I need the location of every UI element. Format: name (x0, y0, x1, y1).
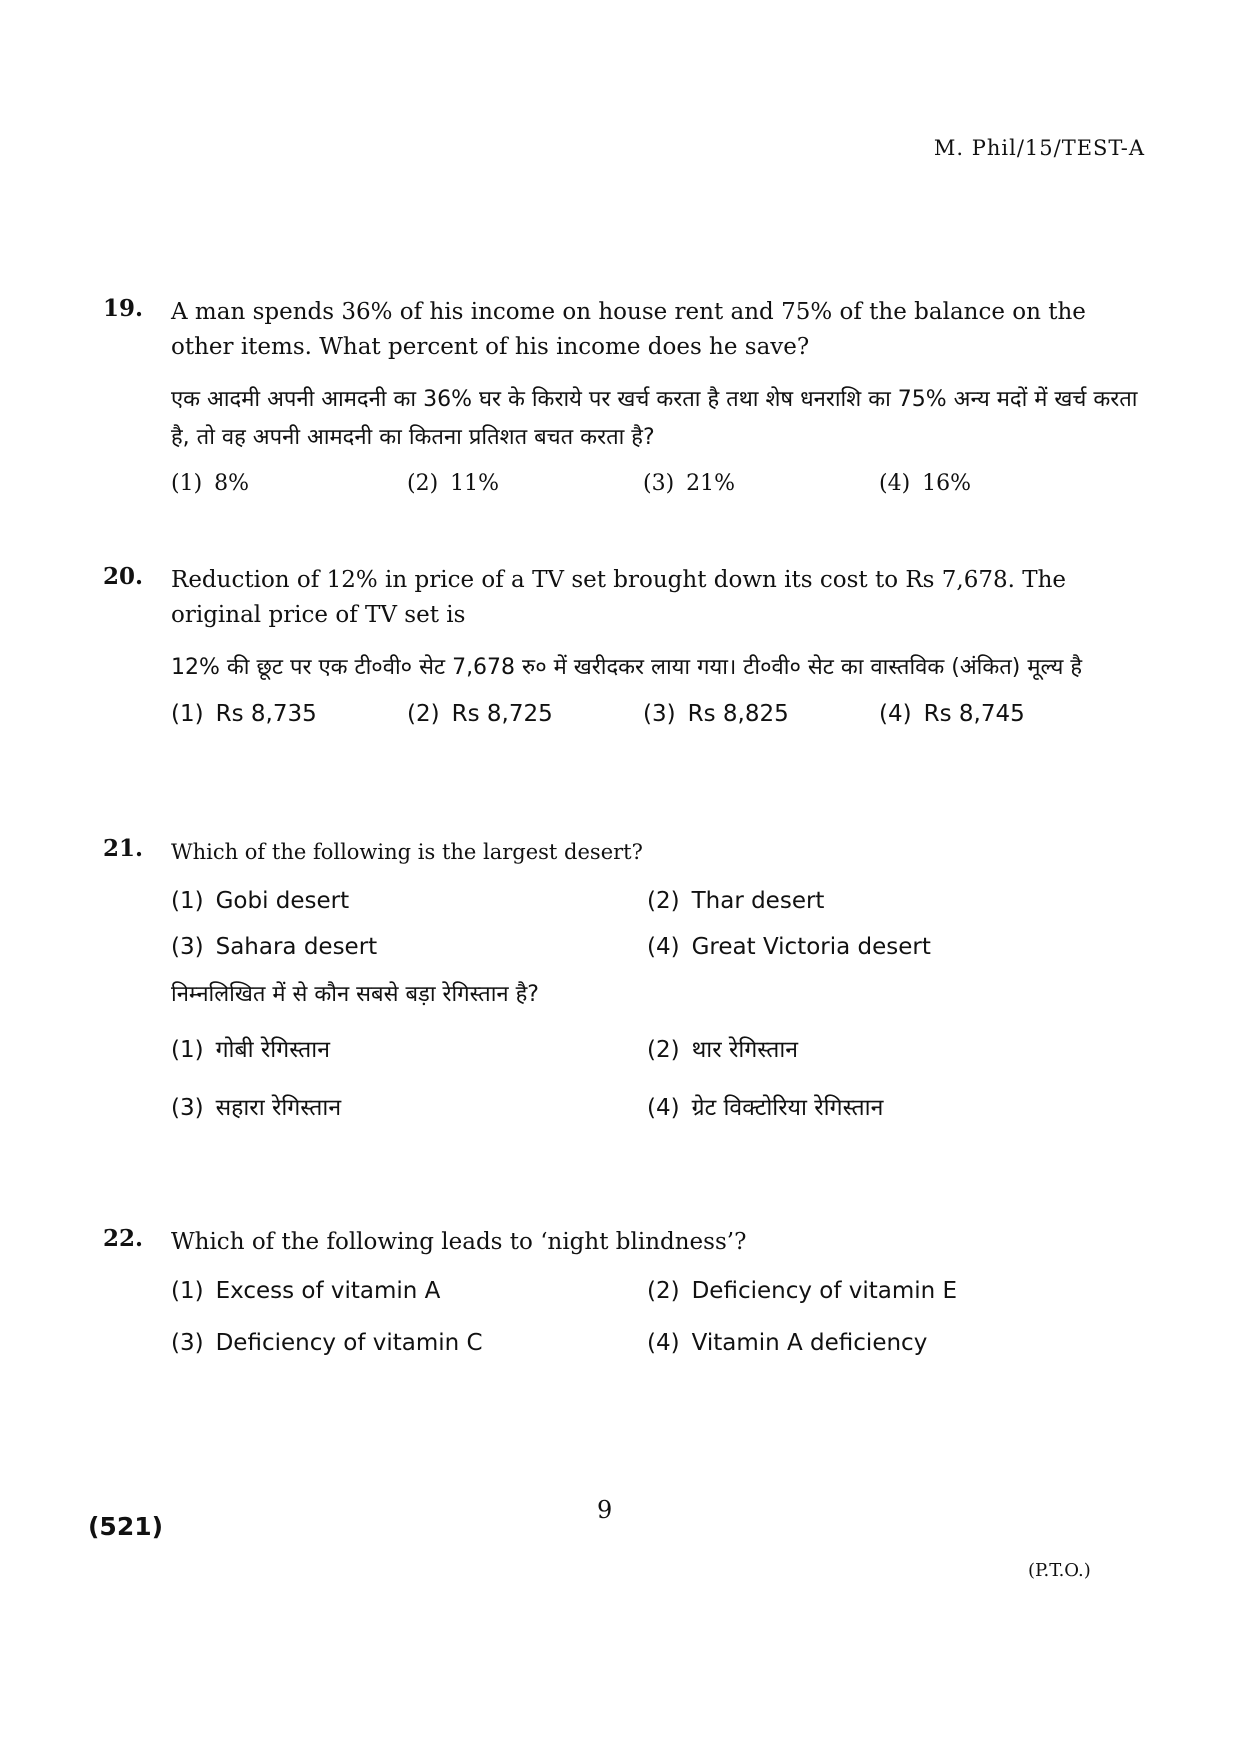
question-19 (103, 295, 1153, 496)
booklet-code: (521) (88, 1512, 164, 1541)
option-3: (3) सहारा रेगिस्तान (171, 1095, 342, 1121)
options-list-hindi (171, 1032, 1153, 1122)
options-list (171, 471, 1153, 496)
question-number: 21. (103, 835, 144, 862)
option-2: (2) 11% (407, 471, 500, 496)
option-1: (1) 8% (171, 471, 250, 496)
option-1: (1) Excess of vitamin A (171, 1278, 441, 1304)
question-number: 20. (103, 563, 144, 590)
question-text-english: Which of the following is the largest desert? (171, 840, 643, 864)
option-1: (1) गोबी रेगिस्तान (171, 1037, 330, 1063)
paper-code: M. Phil/15/TEST-A (933, 136, 1145, 160)
please-turn-over: (P.T.O.) (1028, 1560, 1091, 1581)
option-1: (1) Gobi desert (171, 888, 350, 914)
option-2: (2) Thar desert (647, 888, 825, 914)
question-text-english: Reduction of 12% in price of a TV set brought down its cost to Rs 7,678. The original price of TV set is (171, 567, 1067, 628)
options-list (171, 1278, 1153, 1356)
option-3: (3) Sahara desert (171, 934, 378, 960)
option-3: (3) Rs 8,825 (643, 701, 789, 727)
options-list-english (171, 888, 1153, 960)
option-4: (4) Rs 8,745 (879, 701, 1025, 727)
option-4: (4) Great Victoria desert (647, 934, 931, 960)
option-2: (2) Deficiency of vitamin E (647, 1278, 958, 1304)
option-2: (2) थार रेगिस्तान (647, 1037, 799, 1063)
option-3: (3) 21% (643, 471, 736, 496)
question-number: 22. (103, 1225, 144, 1252)
question-text-english: Which of the following leads to ‘night blindness’? (171, 1229, 747, 1255)
option-3: (3) Deficiency of vitamin C (171, 1330, 483, 1356)
option-1: (1) Rs 8,735 (171, 701, 317, 727)
question-20 (103, 563, 1153, 727)
question-text-hindi: एक आदमी अपनी आमदनी का 36% घर के किराये पर खर्च करता है तथा शेष धनराशि का 75% अन्य मदों में खर्च करता है, तो वह अपनी आमदनी का कितना प्रतिशत बचत करता है? (171, 387, 1138, 450)
options-list (171, 701, 1153, 727)
option-4: (4) ग्रेट विक्टोरिया रेगिस्तान (647, 1095, 884, 1121)
option-4: (4) 16% (879, 471, 972, 496)
question-22 (103, 1225, 1153, 1356)
question-21 (103, 835, 1153, 1122)
question-number: 19. (103, 295, 144, 322)
question-text-hindi: निम्नलिखित में से कौन सबसे बड़ा रेगिस्तान है? (171, 982, 539, 1007)
option-2: (2) Rs 8,725 (407, 701, 553, 727)
question-text-hindi: 12% की छूट पर एक टी०वी० सेट 7,678 रु० में खरीदकर लाया गया। टी०वी० सेट का वास्तविक (अंकित) मूल्य है (171, 655, 1083, 680)
page-number: 9 (597, 1496, 613, 1524)
question-text-english: A man spends 36% of his income on house rent and 75% of the balance on the other items. What percent of his income does he save? (171, 299, 1086, 360)
option-4: (4) Vitamin A deficiency (647, 1330, 928, 1356)
